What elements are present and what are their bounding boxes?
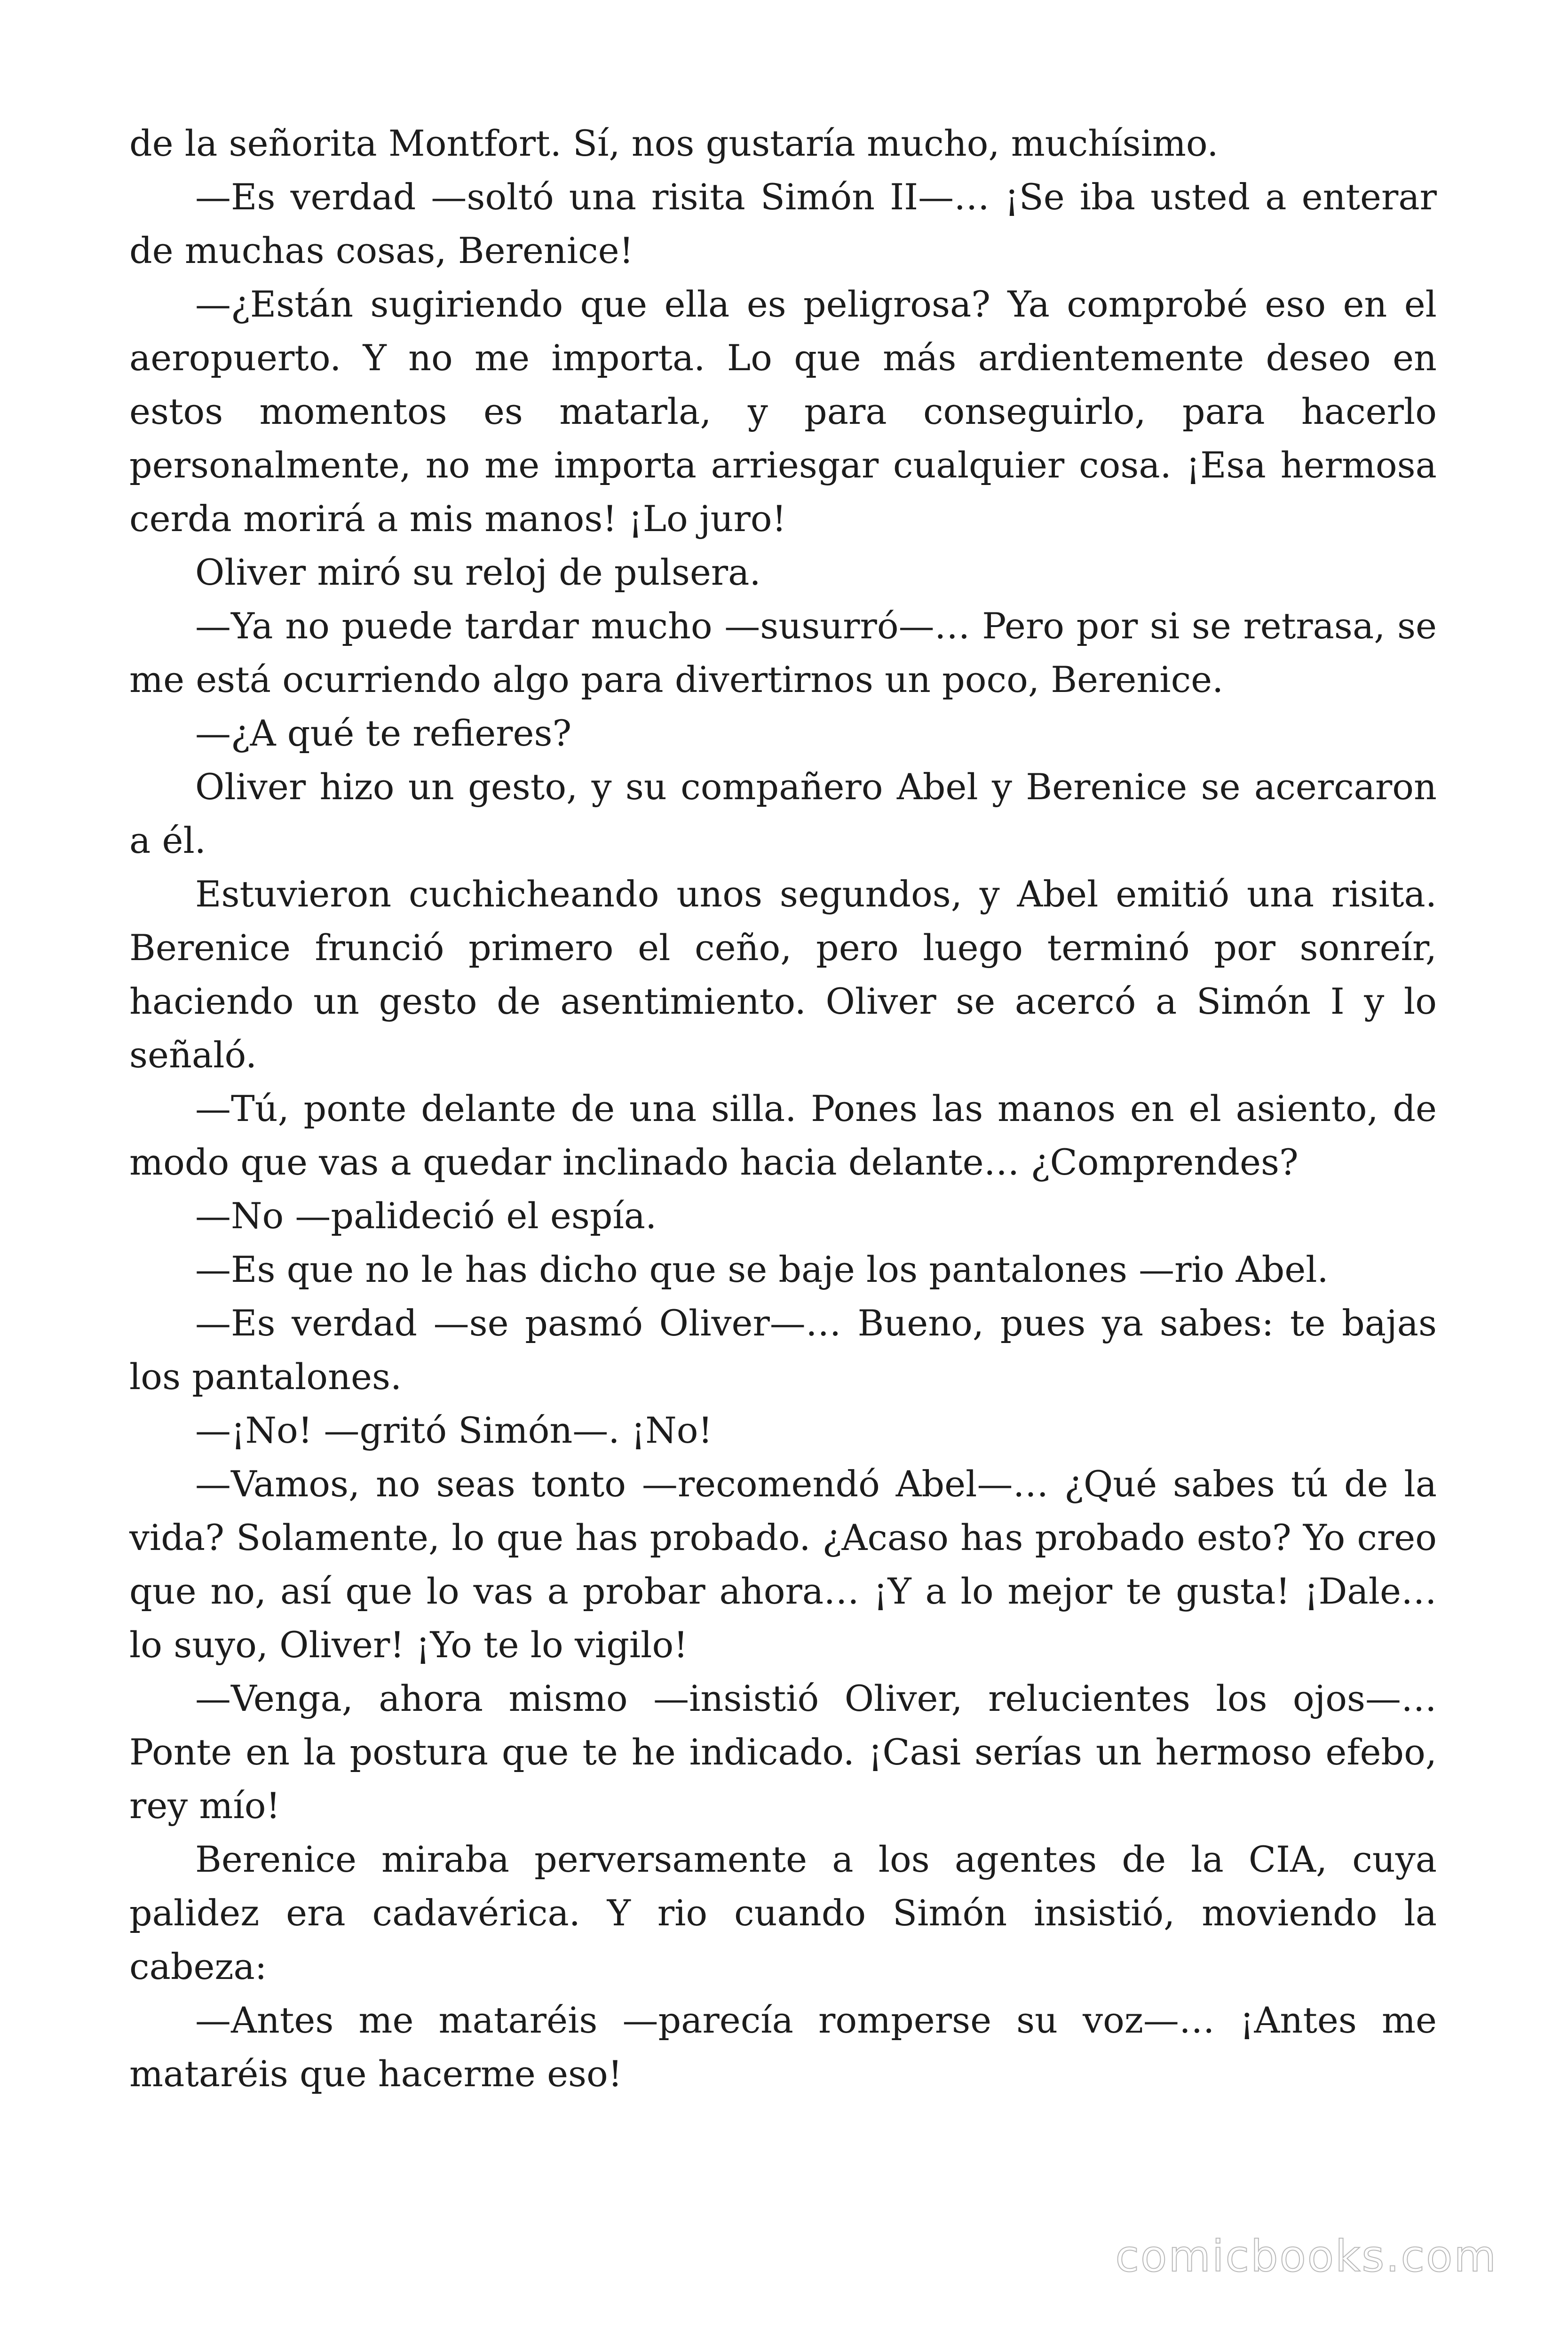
paragraph: —Tú, ponte delante de una silla. Pones las manos en el asiento, de modo que vas a quedar inclinado hacia delante… ¿Comprendes? bbox=[129, 1088, 1437, 1183]
paragraph: —Ya no puede tardar mucho —susurró—… Pero por si se retrasa, se me está ocurriendo algo para divertirnos un poco, Berenice. bbox=[129, 605, 1437, 700]
paragraph: —Es verdad —soltó una risita Simón II—… ¡Se iba usted a enterar de muchas cosas, Berenice! bbox=[129, 176, 1437, 271]
paragraph: Oliver miró su reloj de pulsera. bbox=[195, 551, 761, 593]
paragraph: —No —palideció el espía. bbox=[195, 1195, 657, 1237]
paragraph: Berenice miraba perversamente a los agentes de la CIA, cuya palidez era cadavérica. Y rio cuando Simón insistió, moviendo la cabeza: bbox=[129, 1838, 1437, 1987]
paragraph: —¿Están sugiriendo que ella es peligrosa? Ya comprobé eso en el aeropuerto. Y no me importa. Lo que más ardientemente deseo en estos momentos es matarla, y para conseguirlo, para hacerlo personalmente, no me importa arriesgar cualquier cosa. ¡Esa hermosa cerda morirá a mis manos! ¡Lo juro! bbox=[129, 283, 1437, 540]
paragraph: —Es verdad —se pasmó Oliver—… Bueno, pues ya sabes: te bajas los pantalones. bbox=[129, 1302, 1437, 1398]
paragraph: —¿A qué te refieres? bbox=[195, 712, 572, 754]
paragraph: —Es que no le has dicho que se baje los pantalones —rio Abel. bbox=[195, 1248, 1329, 1290]
watermark: comicbooks.com bbox=[1115, 2231, 1497, 2281]
paragraph: —¡No! —gritó Simón—. ¡No! bbox=[195, 1409, 713, 1451]
paragraph: Estuvieron cuchicheando unos segundos, y Abel emitió una risita. Berenice frunció primero el ceño, pero luego terminó por sonreír, haciendo un gesto de asentimiento. Oliver se acercó a Simón I y lo señaló. bbox=[129, 873, 1437, 1076]
body-text bbox=[129, 117, 1437, 2101]
paragraph: de la señorita Montfort. Sí, nos gustaría mucho, muchísimo. bbox=[129, 122, 1219, 164]
paragraph: —Vamos, no seas tonto —recomendó Abel—… ¿Qué sabes tú de la vida? Solamente, lo que has probado. ¿Acaso has probado esto? Yo creo que no, así que lo vas a probar ahora… ¡Y a lo mejor te gusta! ¡Dale… lo suyo, Oliver! ¡Yo te lo vigilo! bbox=[129, 1463, 1437, 1666]
paragraph: Oliver hizo un gesto, y su compañero Abel y Berenice se acercaron a él. bbox=[129, 766, 1437, 861]
paragraph: —Venga, ahora mismo —insistió Oliver, relucientes los ojos—… Ponte en la postura que te he indicado. ¡Casi serías un hermoso efebo, rey mío! bbox=[129, 1677, 1437, 1827]
paragraph: —Antes me mataréis —parecía romperse su voz—… ¡Antes me mataréis que hacerme eso! bbox=[129, 1999, 1437, 2095]
